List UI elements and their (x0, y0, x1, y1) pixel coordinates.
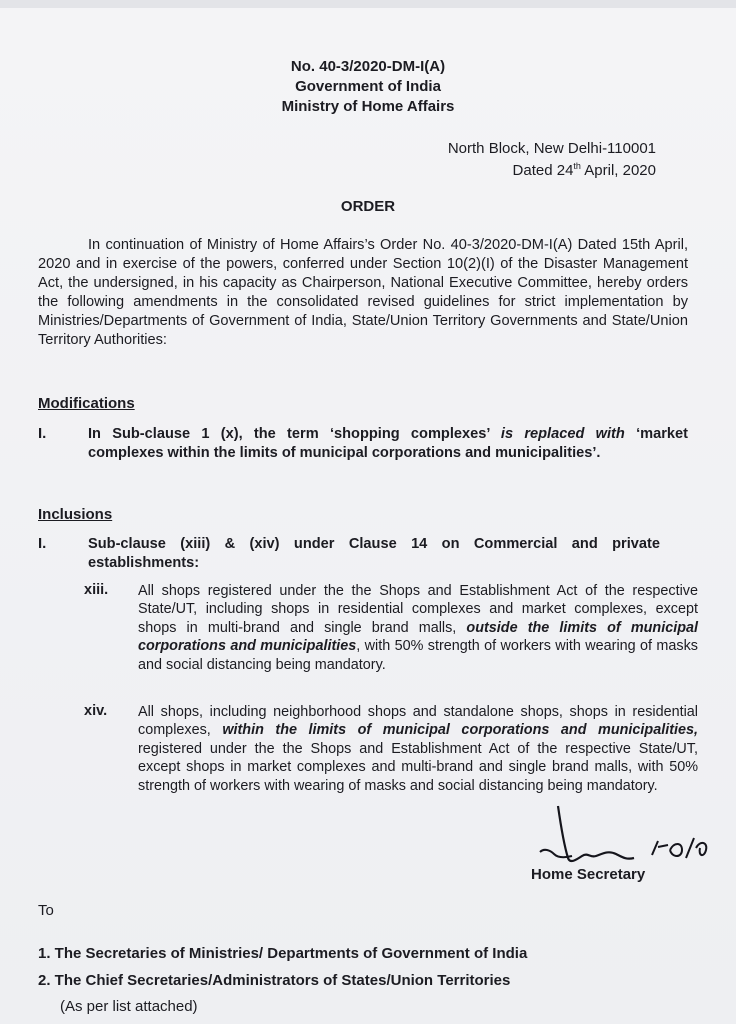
subclause-xiii-label: xiii. (84, 582, 109, 598)
modifications-heading: Modifications (38, 395, 135, 412)
list-note: (As per list attached) (60, 998, 198, 1015)
signatory-designation: Home Secretary (531, 866, 646, 883)
ministry-name: Ministry of Home Affairs (281, 98, 455, 115)
top-edge (0, 0, 736, 8)
inclusion-text: Sub-clause (xiii) & (xiv) under Clause 14 on Commercial and private establishments: (88, 536, 660, 571)
recipient-item-2: 2. The Chief Secretaries/Administrators of States/Union Territories (38, 972, 511, 989)
order-title: ORDER (340, 198, 396, 215)
government-name: Government of India (295, 78, 441, 95)
subclause-xiii-text: All shops registered under the the Shops and Establishment Act of the respective State/UT, including shops in residential complexes and market complexes, except shops in multi-brand and single brand malls, outside the limits of municipal corporations and municipalities, with 50% strength of workers with wearing of masks and social distancing being mandatory. (138, 583, 698, 673)
address: North Block, New Delhi-110001 (447, 140, 656, 157)
modification-text: In Sub-clause 1 (x), the term ‘shopping complexes’ is replaced with ‘market complexes within the limits of municipal corporations and municipalities’. (88, 426, 688, 461)
inclusion-number: I. (38, 535, 47, 552)
order-number: No. 40-3/2020-DM-I(A) (290, 58, 446, 75)
intro-paragraph: In continuation of Ministry of Home Affairs’s Order No. 40-3/2020-DM-I(A) Dated 15th April, 2020 and in exercise of the powers, conferred under Section 10(2)(I) of the Disaster Management Act, the undersigned, in his capacity as Chairperson, National Executive Committee, hereby orders the following amendments in the consolidated revised guidelines for strict implementation by Ministries/Departments of Government of India, State/Union Territory Governments and State/Union Territory Authorities: (38, 237, 688, 348)
subclause-xiv-label: xiv. (84, 703, 108, 719)
recipient-item-1: 1. The Secretaries of Ministries/ Departments of Government of India (38, 945, 528, 962)
date-line: Dated 24th April, 2020 (512, 161, 656, 179)
subclause-xiv-text: All shops, including neighborhood shops and standalone shops, shops in residential complexes, within the limits of municipal corporations and municipalities, registered under the the Shops and Establishment Act of the respective State/UT, except shops in market complexes and multi-brand and single brand malls, with 50% strength of workers with wearing of masks and social distancing being mandatory. (138, 704, 698, 794)
inclusions-heading: Inclusions (38, 506, 113, 523)
modification-number: I. (38, 425, 47, 442)
to-label: To (38, 902, 54, 919)
